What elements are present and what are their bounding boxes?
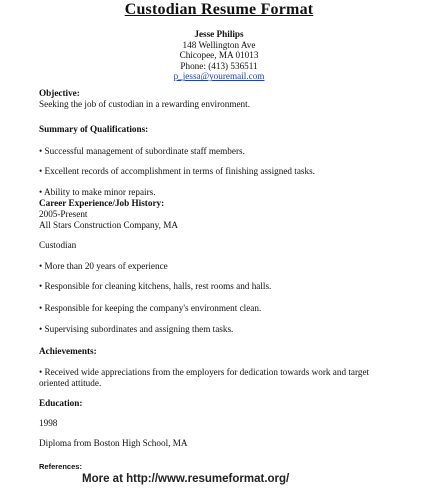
- experience-role: Custodian: [39, 240, 77, 250]
- education-heading: Education:: [39, 398, 83, 408]
- experience-company: All Stars Construction Company, MA: [39, 220, 179, 230]
- education-degree: Diploma from Boston High School, MA: [39, 438, 188, 448]
- experience-dates: 2005-Present: [39, 209, 88, 219]
- contact-city: Chicopee, MA 01013: [179, 50, 259, 61]
- summary-item: • Ability to make minor repairs.: [39, 187, 156, 197]
- objective-heading: Objective:: [39, 88, 80, 98]
- page-title: Custodian Resume Format: [124, 1, 314, 18]
- experience-item: • Responsible for cleaning kitchens, halls, rest rooms and halls.: [39, 281, 272, 291]
- experience-item: • More than 20 years of experience: [39, 261, 168, 271]
- summary-item: • Excellent records of accomplishment in terms of finishing assigned tasks.: [39, 166, 315, 176]
- contact-block: [0, 29, 438, 82]
- achievements-text: • Received wide appreciations from the employers for dedication towards work and target oriented attitude.: [39, 367, 370, 388]
- experience-item: • Supervising subordinates and assigning them tasks.: [39, 324, 234, 334]
- contact-phone: Phone: (413) 536511: [180, 60, 258, 71]
- footer-link[interactable]: More at http://www.resumeformat.org/: [82, 473, 290, 485]
- achievements-heading: Achievements:: [39, 346, 97, 356]
- candidate-name: Jesse Philips: [194, 29, 244, 39]
- summary-heading: Summary of Qualifications:: [39, 124, 149, 134]
- contact-street: 148 Wellington Ave: [182, 39, 256, 50]
- contact-email-link[interactable]: p_jessa@youremail.com: [173, 71, 265, 82]
- summary-item: • Successful management of subordinate staff members.: [39, 146, 245, 156]
- education-year: 1998: [39, 418, 58, 428]
- experience-item: • Responsible for keeping the company's environment clean.: [39, 303, 262, 313]
- experience-heading: Career Experience/Job History:: [39, 198, 165, 208]
- objective-text: Seeking the job of custodian in a rewarding environment.: [39, 99, 251, 109]
- references-heading: References:: [39, 462, 82, 471]
